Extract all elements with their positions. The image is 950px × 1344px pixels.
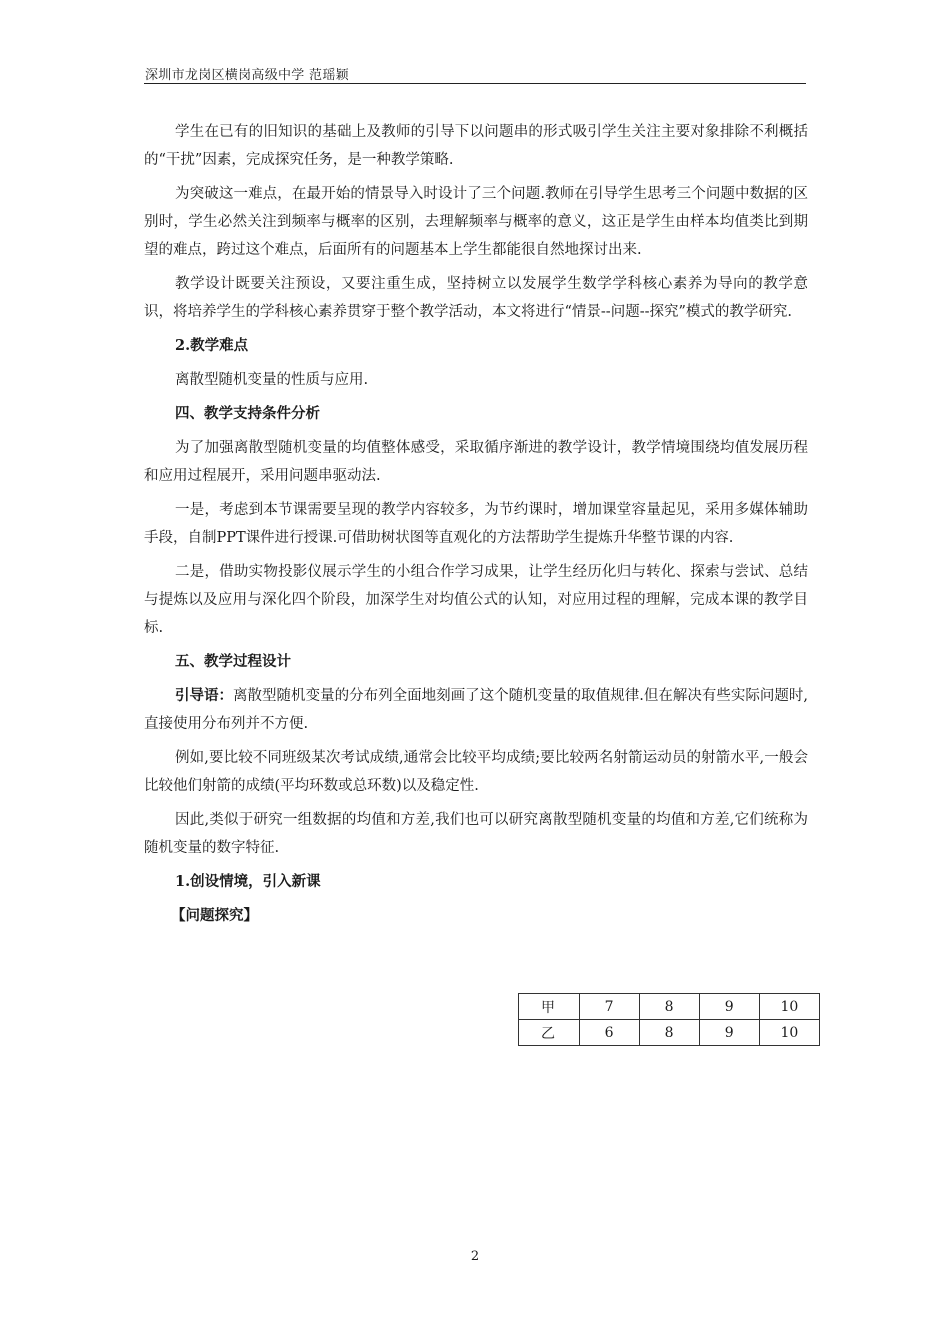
paragraph-strategy: 学生在已有的旧知识的基础上及教师的引导下以问题串的形式吸引学生关注主要对象排除不利概括的“干扰”因素，完成探究任务，是一种教学策略. (144, 124, 808, 168)
paragraph-support-second: 二是，借助实物投影仪展示学生的小组合作学习成果，让学生经历化归与转化、探索与尝试、总结与提炼以及应用与深化四个阶段，加深学生对均值公式的认知，对应用过程的理解，完成本课的教学目标. (144, 564, 808, 636)
score-table (518, 993, 820, 1046)
paragraph-lead (144, 682, 808, 738)
table-cell: 6 (579, 1020, 639, 1046)
table-row-label: 乙 (519, 1020, 580, 1046)
paragraph-breakthrough: 为突破这一难点，在最开始的情景导入时设计了三个问题.教师在引导学生思考三个问题中数据的区别时，学生必然关注到频率与概率的区别，去理解频率与概率的意义，这正是学生由样本均值类比到期望的难点，跨过这个难点，后面所有的问题基本上学生都能很自然地探讨出来. (144, 186, 808, 258)
table-row (519, 1020, 820, 1046)
paragraph-example: 例如,要比较不同班级某次考试成绩,通常会比较平均成绩;要比较两名射箭运动员的射箭水平,一般会比较他们射箭的成绩(平均环数或总环数)以及稳定性. (144, 750, 808, 794)
table-cell: 8 (639, 1020, 699, 1046)
table-row-label: 甲 (519, 994, 580, 1020)
heading-problem-explore: 【问题探究】 (171, 907, 258, 924)
heading-support-conditions: 四、教学支持条件分析 (175, 405, 320, 422)
paragraph-support-intro: 为了加强离散型随机变量的均值整体感受，采取循序渐进的教学设计，教学情境围绕均值发展历程和应用过程展开，采用问题串驱动法. (144, 440, 808, 484)
heading-process-design: 五、教学过程设计 (175, 653, 291, 670)
paragraph-design: 教学设计既要关注预设，又要注重生成，坚持树立以发展学生数学学科核心素养为导向的教学意识，将培养学生的学科核心素养贯穿于整个教学活动，本文将进行“情景--问题--探究”模式的教学研究. (144, 276, 808, 320)
table-cell: 10 (759, 1020, 819, 1046)
page-header-title: 深圳市龙岗区横岗高级中学 范瑶颖 (145, 68, 349, 83)
header-divider (144, 83, 806, 84)
table-cell: 7 (579, 994, 639, 1020)
table-cell: 10 (759, 994, 819, 1020)
table-cell: 8 (639, 994, 699, 1020)
heading-teaching-difficulty: 2.教学难点 (175, 337, 249, 354)
table-row (519, 994, 820, 1020)
table-cell: 9 (699, 994, 759, 1020)
lead-text: 离散型随机变量的分布列全面地刻画了这个随机变量的取值规律.但在解决有些实际问题时,直接使用分布列并不方便. (144, 688, 809, 732)
paragraph-therefore: 因此,类似于研究一组数据的均值和方差,我们也可以研究离散型随机变量的均值和方差,它们统称为随机变量的数字特征. (144, 812, 808, 856)
paragraph-support-first: 一是，考虑到本节课需要呈现的教学内容较多，为节约课时，增加课堂容量起见，采用多媒体辅助手段，自制PPT课件进行授课.可借助树状图等直观化的方法帮助学生提炼升华整节课的内容. (144, 502, 808, 546)
table-cell: 9 (699, 1020, 759, 1046)
document-body (144, 118, 808, 936)
page-number: 2 (470, 1249, 480, 1264)
paragraph-difficulty: 离散型随机变量的性质与应用. (175, 372, 369, 388)
lead-label: 引导语： (175, 687, 234, 704)
heading-create-situation: 1.创设情境，引入新课 (175, 873, 321, 890)
